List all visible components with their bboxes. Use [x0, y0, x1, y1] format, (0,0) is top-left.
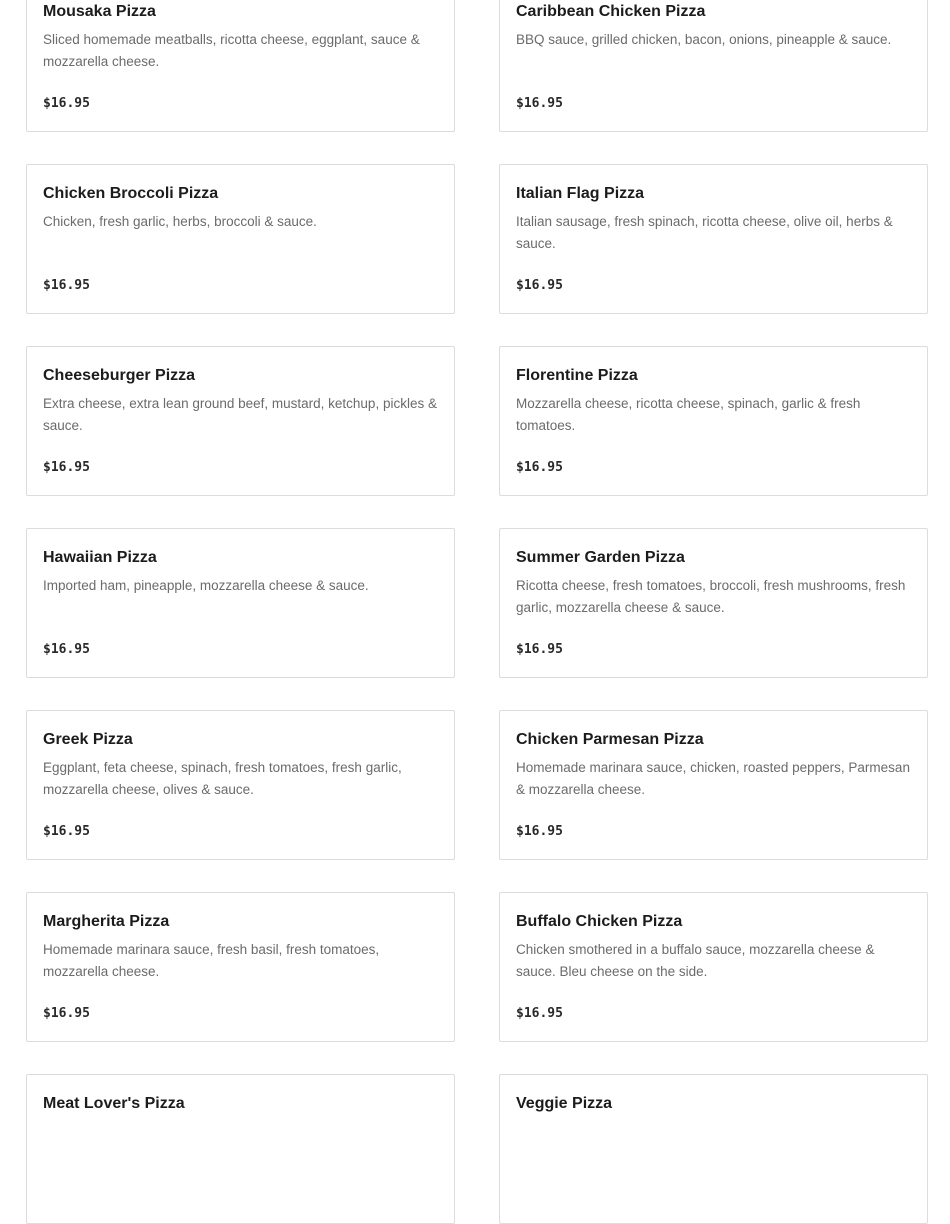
menu-item-card-summer-garden-pizza[interactable] — [499, 528, 928, 678]
menu-item-name: Margherita Pizza — [43, 913, 170, 930]
menu-item-name: Meat Lover's Pizza — [43, 1095, 185, 1112]
menu-item-card-caribbean-chicken-pizza[interactable] — [499, 0, 928, 132]
menu-item-description: Chicken smothered in a buffalo sauce, mozzarella cheese & sauce. Bleu cheese on the side. — [516, 942, 875, 979]
menu-item-price: $16.95 — [516, 460, 563, 475]
menu-item-card-chicken-broccoli-pizza[interactable] — [26, 164, 455, 314]
menu-item-description: BBQ sauce, grilled chicken, bacon, onions, pineapple & sauce. — [516, 32, 892, 47]
menu-item-card-florentine-pizza[interactable] — [499, 346, 928, 496]
menu-item-name: Caribbean Chicken Pizza — [516, 3, 706, 20]
menu-item-price: $16.95 — [43, 96, 90, 111]
menu-item-card-cheeseburger-pizza[interactable] — [26, 346, 455, 496]
menu-item-name: Italian Flag Pizza — [516, 185, 645, 202]
menu-item-grid — [26, 0, 928, 1224]
menu-item-name: Cheeseburger Pizza — [43, 367, 196, 384]
menu-item-name: Greek Pizza — [43, 731, 133, 748]
menu-item-description: Mozzarella cheese, ricotta cheese, spinach, garlic & fresh tomatoes. — [516, 396, 861, 433]
menu-item-description: Homemade marinara sauce, chicken, roasted peppers, Parmesan & mozzarella cheese. — [516, 760, 910, 797]
menu-item-price: $16.95 — [43, 1006, 90, 1021]
menu-item-card-italian-flag-pizza[interactable] — [499, 164, 928, 314]
menu-item-description: Sliced homemade meatballs, ricotta cheese, eggplant, sauce & mozzarella cheese. — [43, 32, 420, 69]
menu-item-description: Chicken, fresh garlic, herbs, broccoli & sauce. — [43, 214, 317, 229]
menu-item-name: Buffalo Chicken Pizza — [516, 913, 683, 930]
menu-item-card-veggie-pizza[interactable] — [499, 1074, 928, 1224]
menu-item-name: Hawaiian Pizza — [43, 549, 157, 566]
menu-item-description: Ricotta cheese, fresh tomatoes, broccoli, fresh mushrooms, fresh garlic, mozzarella cheese & sauce. — [516, 578, 906, 615]
menu-item-price: $16.95 — [516, 278, 563, 293]
menu-item-card-mousaka-pizza[interactable] — [26, 0, 455, 132]
menu-item-card-buffalo-chicken-pizza[interactable] — [499, 892, 928, 1042]
menu-item-description: Imported ham, pineapple, mozzarella cheese & sauce. — [43, 578, 369, 593]
menu-item-price: $16.95 — [516, 96, 563, 111]
menu-item-description: Extra cheese, extra lean ground beef, mustard, ketchup, pickles & sauce. — [43, 396, 437, 433]
menu-item-card-hawaiian-pizza[interactable] — [26, 528, 455, 678]
menu-item-description: Homemade marinara sauce, fresh basil, fresh tomatoes, mozzarella cheese. — [43, 942, 380, 979]
menu-item-name: Mousaka Pizza — [43, 3, 156, 20]
menu-item-card-margherita-pizza[interactable] — [26, 892, 455, 1042]
menu-item-price: $16.95 — [43, 460, 90, 475]
menu-item-card-meat-lovers-pizza[interactable] — [26, 1074, 455, 1224]
menu-item-name: Summer Garden Pizza — [516, 549, 685, 566]
menu-item-name: Chicken Parmesan Pizza — [516, 731, 704, 748]
menu-item-price: $16.95 — [516, 824, 563, 839]
menu-item-name: Florentine Pizza — [516, 367, 638, 384]
menu-item-card-greek-pizza[interactable] — [26, 710, 455, 860]
menu-item-card-chicken-parmesan-pizza[interactable] — [499, 710, 928, 860]
menu-item-name: Veggie Pizza — [516, 1095, 613, 1112]
menu-item-price: $16.95 — [516, 1006, 563, 1021]
menu-item-description: Italian sausage, fresh spinach, ricotta cheese, olive oil, herbs & sauce. — [516, 214, 893, 251]
menu-item-name: Chicken Broccoli Pizza — [43, 185, 219, 202]
menu-item-price: $16.95 — [43, 824, 90, 839]
menu-item-description: Eggplant, feta cheese, spinach, fresh tomatoes, fresh garlic, mozzarella cheese, olives & sauce. — [43, 760, 402, 797]
menu-item-price: $16.95 — [43, 642, 90, 657]
menu-item-price: $16.95 — [43, 278, 90, 293]
menu-item-price: $16.95 — [516, 642, 563, 657]
